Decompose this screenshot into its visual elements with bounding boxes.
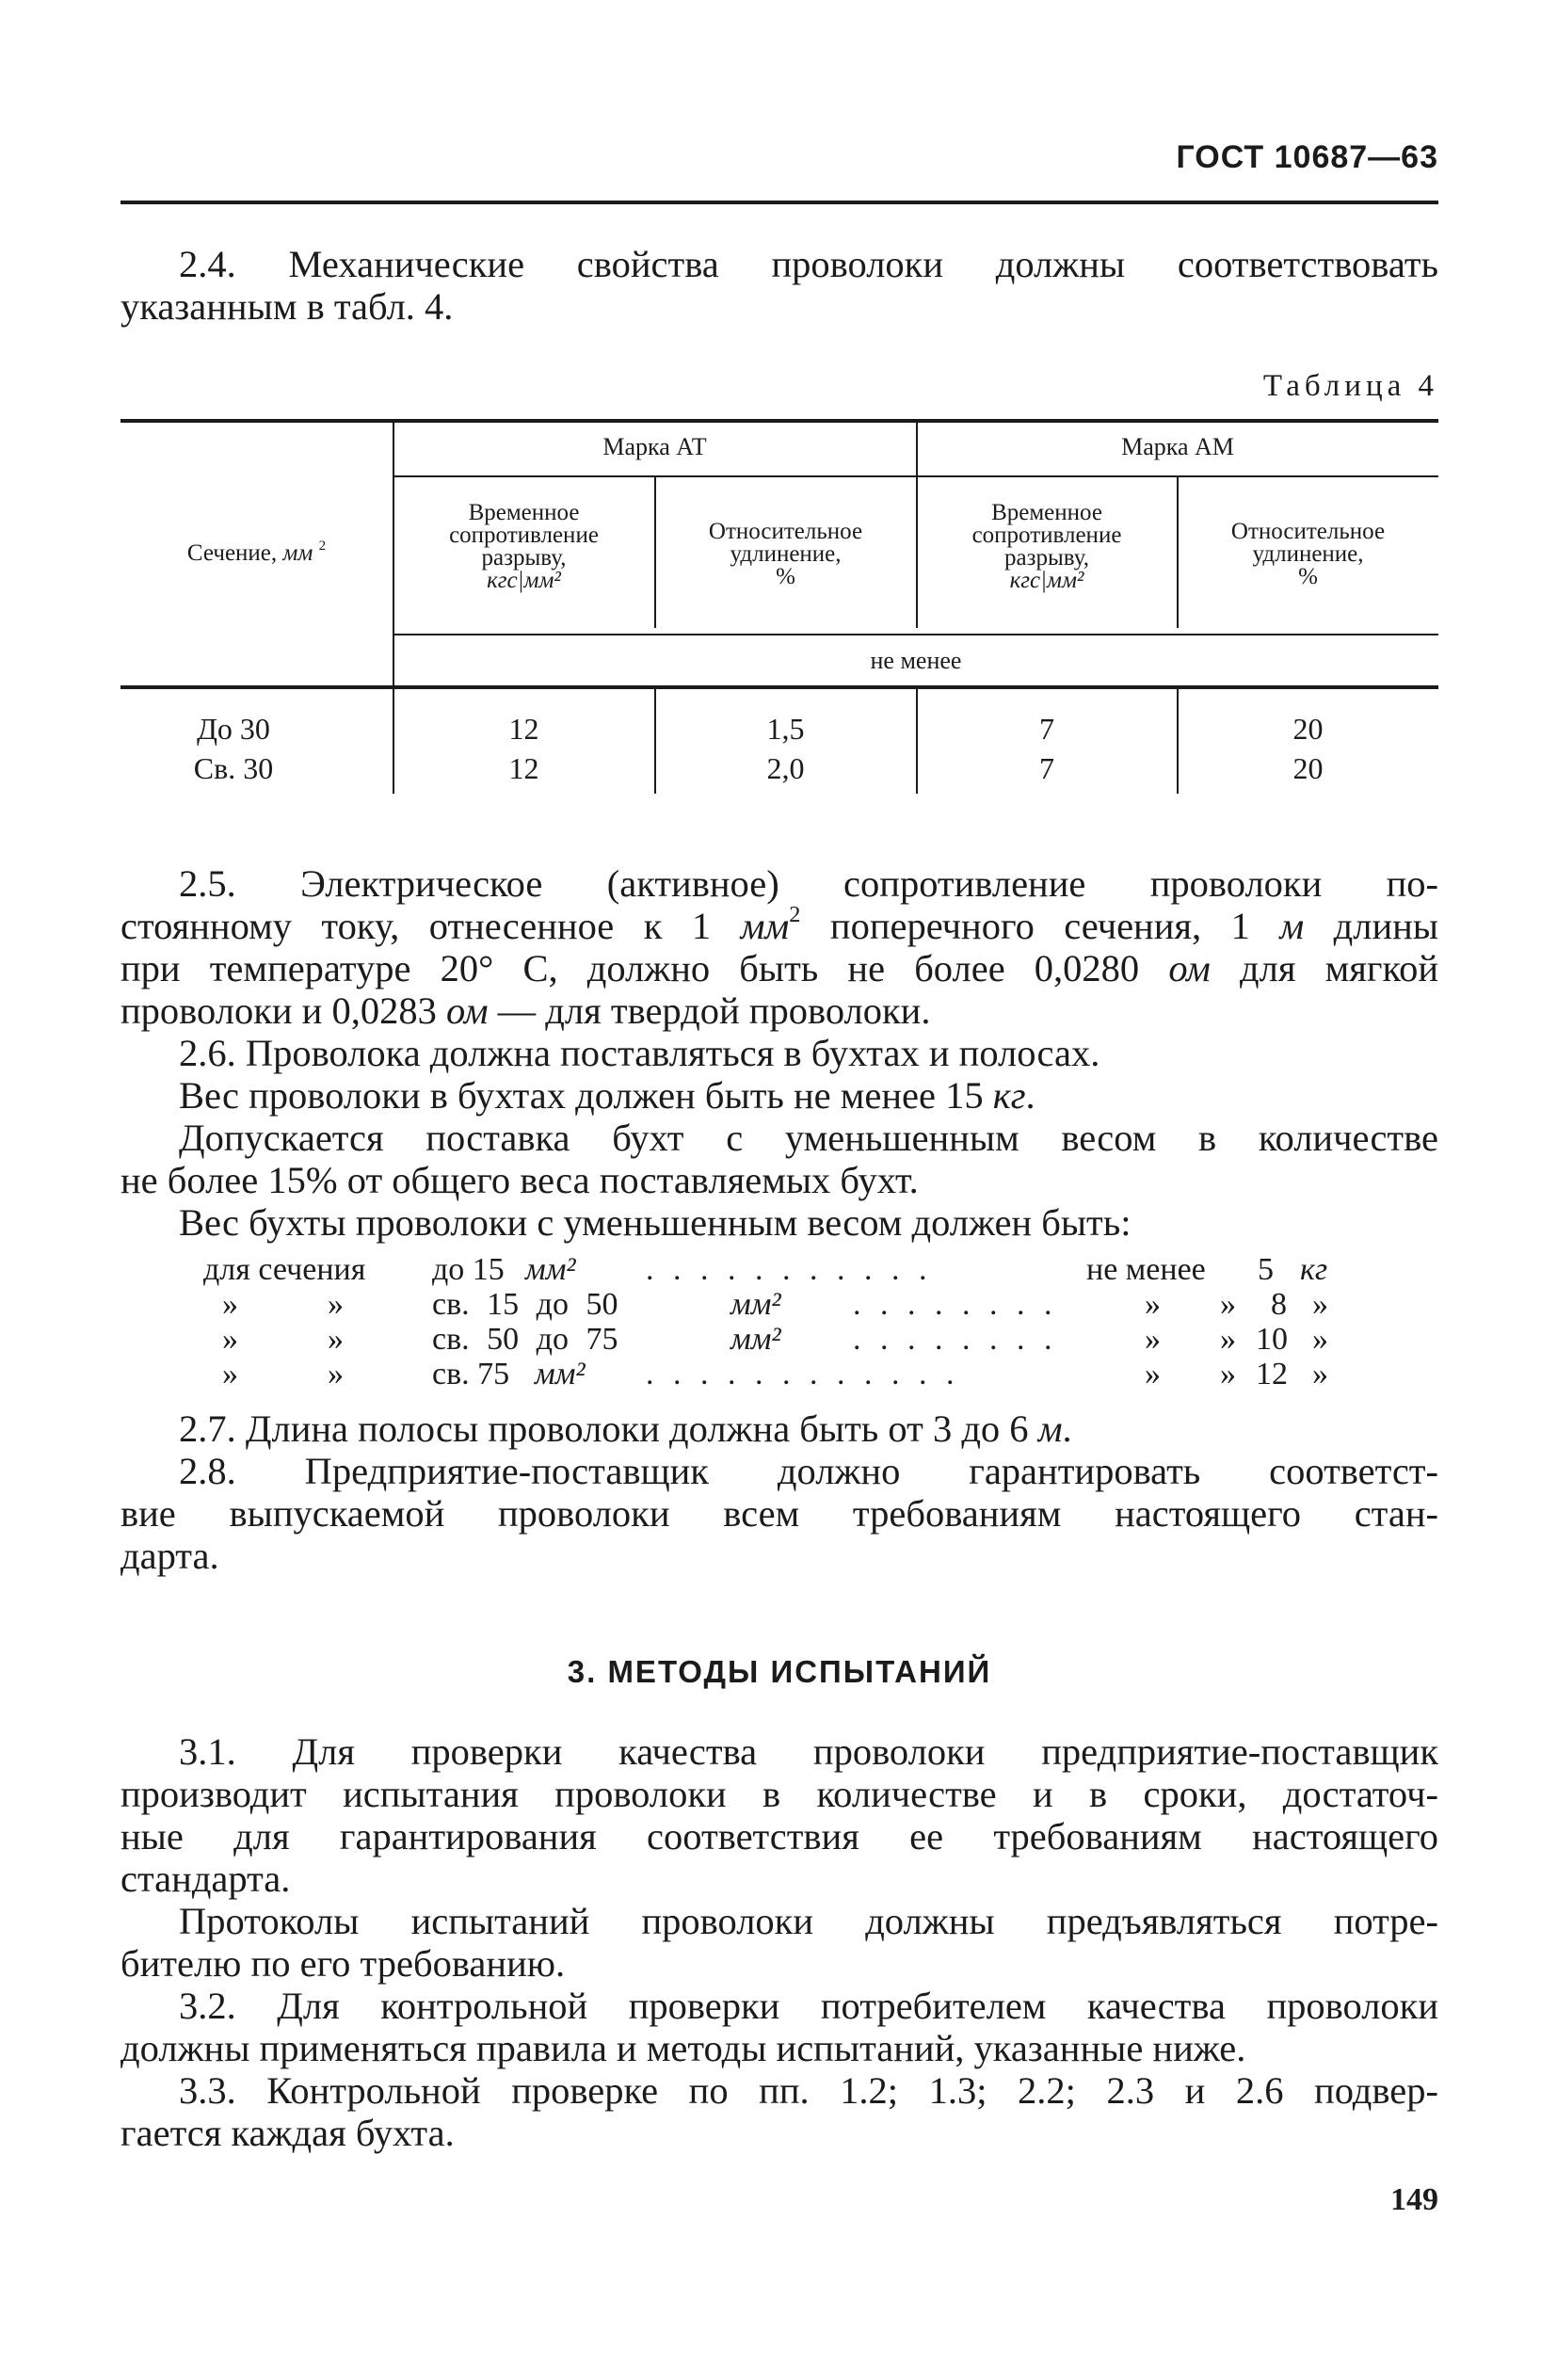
list-cell: для сечения (203, 1252, 366, 1287)
list-cell: » (1312, 1287, 1328, 1322)
text-line: 2.6. Проволока должна поставляться в бухтах и полосах. (179, 1032, 1100, 1074)
col-header-grade-at: Марка АТ (602, 433, 707, 460)
list-cell: 10 (1256, 1322, 1288, 1357)
text-line: 3.1. Для проверки качества проволоки предприятие-поставщик (179, 1730, 1438, 1773)
header-text: Относительное (1230, 519, 1386, 544)
list-cell: » (1312, 1322, 1328, 1357)
col-header-section-sup: 2 (318, 538, 327, 554)
header-text: Временное (468, 500, 580, 525)
text-line: Вес проволоки в бухтах должен быть не менее 15 кг. (179, 1074, 1035, 1117)
ditto-mark: » (328, 1357, 344, 1391)
text-line: Протоколы испытаний проволоки должны предъявляться потре- (179, 1900, 1438, 1942)
text-line: вие выпускаемой проволоки всем требованиям настоящего стан- (120, 1492, 1438, 1535)
cell-value: 20 (1292, 712, 1324, 746)
header-text: разрыву, (1004, 545, 1089, 571)
table-header-bottom-rule (120, 685, 1438, 689)
col-header-at-elong (655, 521, 916, 588)
list-unit: мм² (730, 1322, 781, 1357)
cell-value: 1,5 (766, 712, 805, 746)
ditto-mark: » (222, 1287, 238, 1322)
cell-value: 7 (1039, 712, 1054, 746)
list-cell: » (1145, 1287, 1161, 1322)
cell-value: 2,0 (766, 751, 805, 785)
text-line: ные для гарантирования соответствия ее требованиям настоящего (120, 1815, 1438, 1857)
header-text: % (776, 564, 795, 589)
page-number: 149 (1390, 2182, 1438, 2217)
list-unit: мм² (535, 1357, 586, 1391)
cell-value: 12 (508, 712, 539, 746)
text-line: проволоки и 0,0283 ом — для твердой проволоки. (120, 989, 931, 1032)
list-unit: мм² (525, 1252, 576, 1287)
table-cell-am-tensile (917, 709, 1177, 788)
cell-value: 7 (1039, 751, 1054, 785)
list-leader: . . . . . . . . . . . . (646, 1357, 960, 1391)
text-line: стандарта. (120, 1857, 291, 1900)
col-header-section-label: Сечение, (186, 540, 278, 566)
text-line: Допускается поставка бухт с уменьшенным весом в количестве (179, 1117, 1438, 1159)
list-cell: » (1145, 1357, 1161, 1391)
header-text: кгс|мм² (1009, 568, 1084, 593)
text-line: 3.2. Для контрольной проверки потребителем качества проволоки (179, 1985, 1438, 2027)
list-cell: 8 (1271, 1287, 1287, 1322)
col-header-section (120, 538, 393, 566)
text-line: бителю по его требованию. (120, 1942, 566, 1985)
ditto-mark: » (328, 1322, 344, 1357)
list-cell: » (1220, 1322, 1236, 1357)
table-4 (120, 419, 1438, 794)
ditto-mark: » (222, 1357, 238, 1391)
col-header-section-unit: мм (282, 540, 313, 566)
col-header-at-tensile (393, 502, 654, 592)
paragraph-3-3 (120, 2069, 1438, 2154)
header-text: удлинение, (730, 541, 842, 567)
text-line: производит испытания проволоки в количестве и в сроки, достаточ- (120, 1773, 1438, 1815)
paragraph-3-1-protocols (120, 1900, 1438, 1985)
list-cell: св. 75 (432, 1357, 510, 1391)
list-cell: » (1312, 1357, 1328, 1391)
text-line: 2.4. Механические свойства проволоки должны соответствовать (179, 243, 1438, 285)
paragraph-2-6 (120, 1032, 1438, 1244)
header-text: Относительное (708, 519, 863, 544)
header-text: удлинение, (1252, 541, 1364, 567)
col-header-not-less: не менее (870, 647, 962, 674)
list-unit: кг (1300, 1252, 1328, 1287)
paragraph-3-2 (120, 1985, 1438, 2069)
col-header-grade-am: Марка АМ (1121, 433, 1234, 460)
paragraph-2-4 (120, 243, 1438, 328)
text-line: Вес бухты проволоки с уменьшенным весом должен быть: (179, 1201, 1132, 1244)
list-cell: св. 50 до 75 (432, 1322, 618, 1357)
table-cell-section (120, 709, 346, 788)
header-text: разрыву, (481, 545, 567, 571)
paragraph-2-7 (120, 1407, 1438, 1450)
header-text: кгс|мм² (487, 568, 561, 593)
list-cell: св. 15 до 50 (432, 1287, 618, 1322)
text-line: гается каждая бухта. (120, 2112, 455, 2154)
text-line: указанным в табл. 4. (120, 285, 454, 328)
list-cell: 5 (1258, 1252, 1274, 1287)
cell-value: Св. 30 (193, 751, 274, 785)
document-page (120, 0, 1438, 2380)
list-unit: мм² (730, 1287, 781, 1322)
header-text: % (1298, 564, 1318, 589)
ditto-mark: » (222, 1322, 238, 1357)
table-notless-rule (393, 634, 1438, 635)
col-header-am-elong (1178, 521, 1438, 588)
table-top-rule (120, 419, 1438, 423)
table-cell-at-tensile (393, 709, 654, 788)
paragraph-2-8 (120, 1450, 1438, 1577)
list-cell: не менее (1086, 1252, 1206, 1287)
header-rule (120, 201, 1438, 204)
section-heading: 3. МЕТОДЫ ИСПЫТАНИЙ (567, 1654, 992, 1689)
paragraph-2-5 (120, 862, 1438, 1032)
paragraph-3-1 (120, 1730, 1438, 1900)
list-cell: » (1220, 1287, 1236, 1322)
text-line: стоянному току, отнесенное к 1 $мм^2$ поперечного сечения, 1 м длины (120, 901, 1439, 947)
header-text: сопротивление (449, 523, 599, 548)
text-line: не более 15% от общего веса поставляемых бухт. (120, 1159, 919, 1201)
list-cell: » (1145, 1322, 1161, 1357)
header-text: сопротивление (971, 523, 1122, 548)
list-cell: 12 (1256, 1357, 1288, 1391)
header-text: Временное (991, 500, 1102, 525)
ditto-mark: » (328, 1287, 344, 1322)
cell-value: До 30 (197, 712, 270, 746)
text-line: 2.8. Предприятие-поставщик должно гарантировать соответст- (179, 1450, 1438, 1492)
text-line: дарта. (120, 1535, 219, 1577)
table-cell-am-elong (1178, 709, 1438, 788)
text-line: 3.3. Контрольной проверке по пп. 1.2; 1.3; 2.2; 2.3 и 2.6 подвер- (179, 2069, 1438, 2112)
col-header-am-tensile (917, 502, 1177, 592)
document-header: ГОСТ 10687—63 (1176, 139, 1438, 175)
table-caption: Таблица 4 (1262, 369, 1438, 403)
text-line: при температуре 20° С, должно быть не более 0,0280 ом для мягкой (120, 947, 1439, 989)
list-leader: . . . . . . . . . . . (646, 1252, 933, 1287)
cell-value: 20 (1292, 751, 1324, 785)
cell-value: 12 (508, 751, 539, 785)
text-line: должны применяться правила и методы испытаний, указанные ниже. (120, 2027, 1246, 2069)
list-leader: . . . . . . . . (853, 1287, 1058, 1322)
list-cell: » (1220, 1357, 1236, 1391)
list-cell: до 15 (432, 1252, 505, 1287)
table-cell-at-elong (655, 709, 916, 788)
list-leader: . . . . . . . . (853, 1322, 1058, 1357)
text-line: 2.5. Электрическое (активное) сопротивление проволоки по- (179, 862, 1438, 905)
text-line: 2.7. Длина полосы проволоки должна быть от 3 до 6 м. (179, 1407, 1072, 1450)
